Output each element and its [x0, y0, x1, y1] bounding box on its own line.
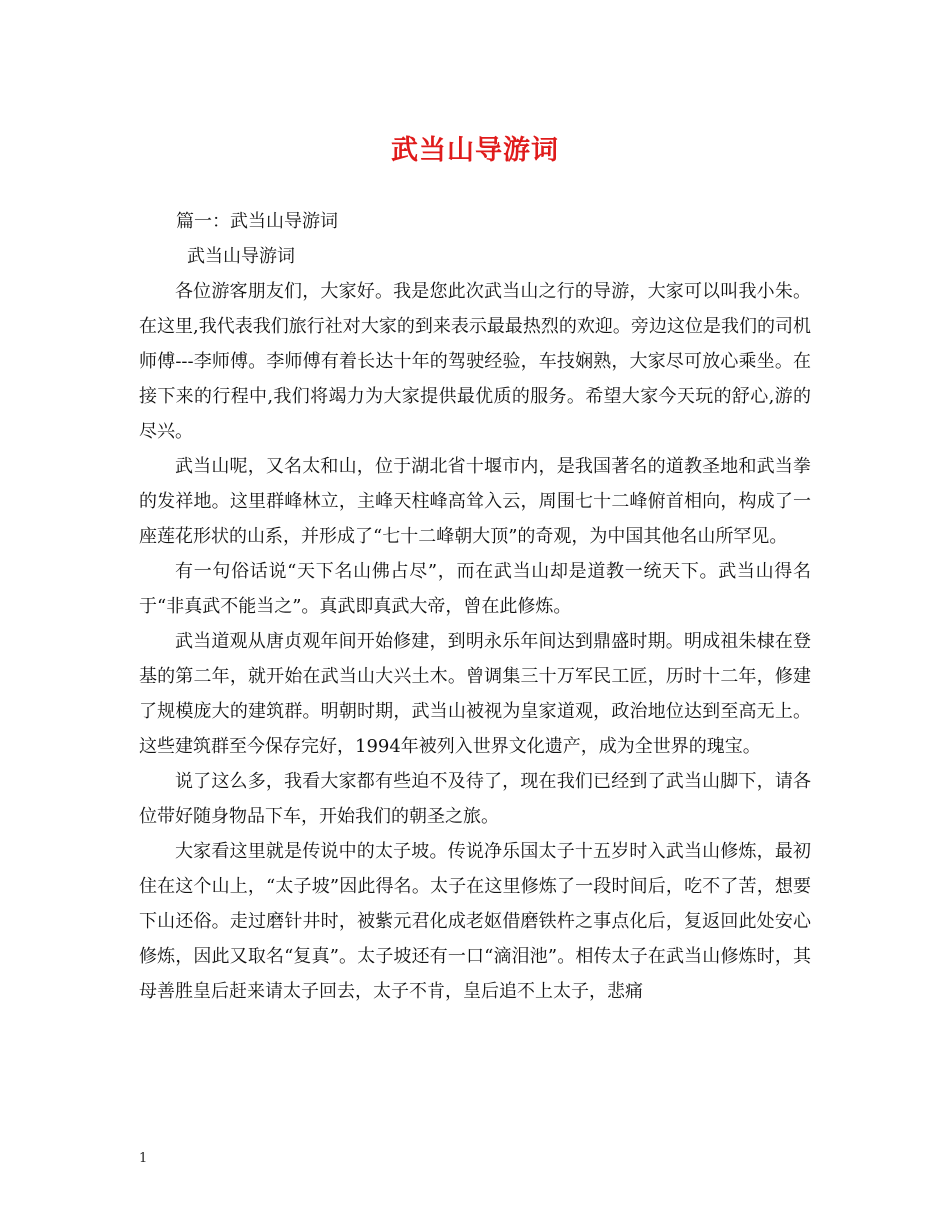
document-title: 武当山导游词 [391, 135, 559, 166]
paragraph: 各位游客朋友们，大家好。我是您此次武当山之行的导游，大家可以叫我小朱。在这里,我代表我们旅行社对大家的到来表示最最热烈的欢迎。旁边这位是我们的司机师傅---李师傅。李师傅有着长达十年的驾驶经验，车技娴熟，大家尽可放心乘坐。在接下来的行程中,我们将竭力为大家提供最优质的服务。希望大家今天玩的舒心,游的尽兴。 [139, 281, 811, 442]
document-subtitle: 武当山导游词 [187, 246, 295, 267]
paragraph: 武当道观从唐贞观年间开始修建，到明永乐年间达到鼎盛时期。明成祖朱棣在登基的第二年，就开始在武当山大兴土木。曾调集三十万军民工匠，历时十二年，修建了规模庞大的建筑群。明朝时期，武当山被视为皇家道观，政治地位达到至高无上。这些建筑群至今保存完好，1994年被列入世界文化遗产，成为全世界的瑰宝。 [139, 631, 811, 757]
document-body [139, 204, 811, 1009]
paragraph: 武当山呢，又名太和山，位于湖北省十堰市内，是我国著名的道教圣地和武当拳的发祥地。这里群峰林立，主峰天柱峰高耸入云，周围七十二峰俯首相向，构成了一座莲花形状的山系，并形成了“七十二峰朝大顶”的奇观，为中国其他名山所罕见。 [139, 456, 811, 547]
page-number: 1 [139, 1151, 148, 1166]
paragraph: 大家看这里就是传说中的太子坡。传说净乐国太子十五岁时入武当山修炼，最初住在这个山上，“太子坡”因此得名。太子在这里修炼了一段时间后，吃不了苦，想要下山还俗。走过磨针井时，被紫元君化成老妪借磨铁杵之事点化后，复返回此处安心修炼，因此又取名“复真”。太子坡还有一口“滴泪池”。相传太子在武当山修炼时，其母善胜皇后赶来请太子回去，太子不肯，皇后追不上太子，悲痛 [139, 841, 811, 1002]
paragraph: 说了这么多，我看大家都有些迫不及待了，现在我们已经到了武当山脚下，请各位带好随身物品下车，开始我们的朝圣之旅。 [139, 771, 811, 827]
paragraph: 有一句俗话说“天下名山佛占尽”，而在武当山却是道教一统天下。武当山得名于“非真武不能当之”。真武即真武大帝，曾在此修炼。 [139, 561, 811, 617]
section-heading: 篇一：武当山导游词 [176, 211, 338, 232]
